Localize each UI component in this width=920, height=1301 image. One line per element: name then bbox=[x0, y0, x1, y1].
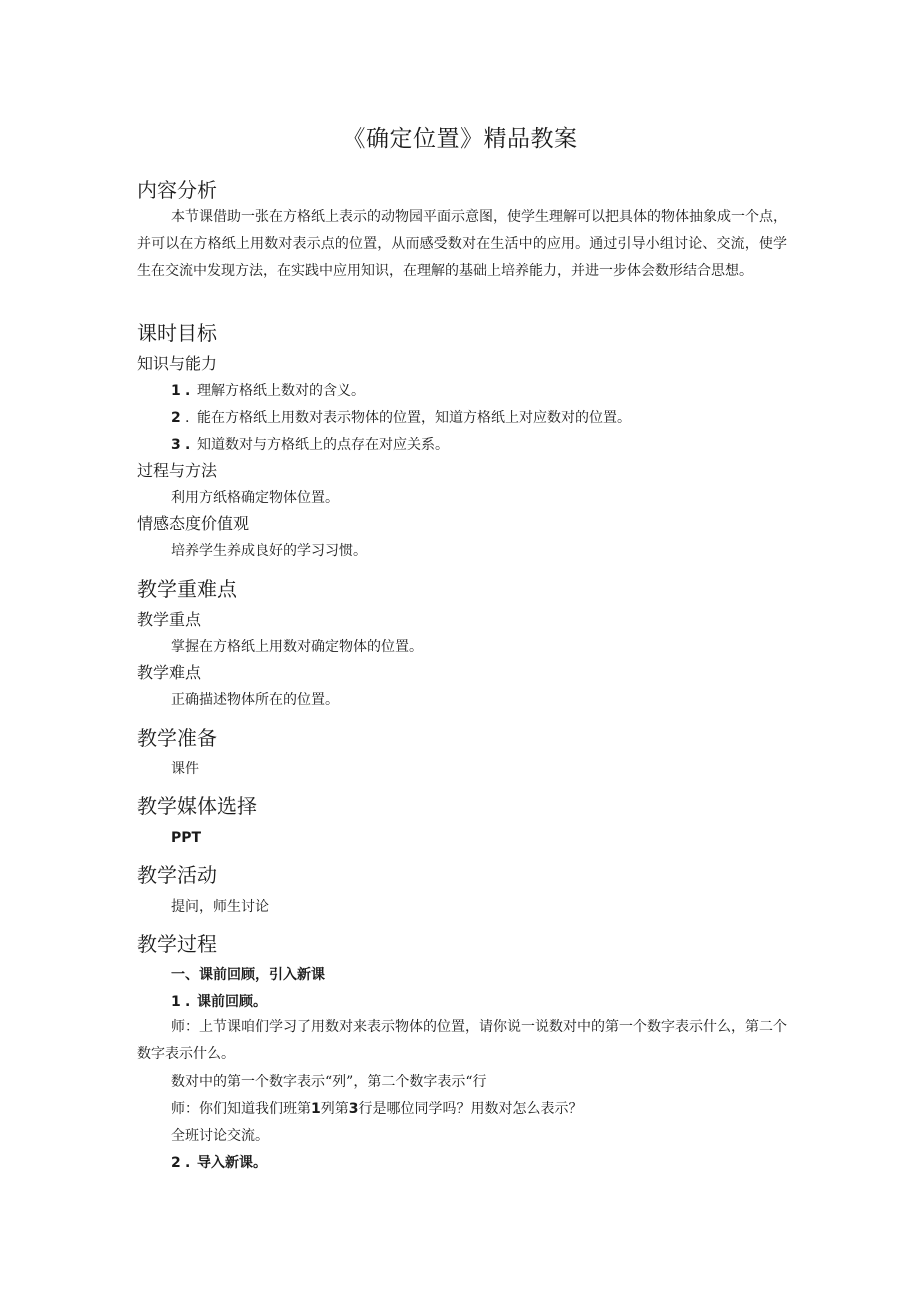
knowledge-item-2: 2 . 能在方格纸上用数对表示物体的位置，知道方格纸上对应数对的位置。 bbox=[171, 410, 631, 426]
item-number: 2 bbox=[171, 410, 181, 426]
heading-objectives: 课时目标 bbox=[137, 321, 217, 345]
document-title: 《确定位置》精品教案 bbox=[342, 126, 578, 152]
item-number: 2 bbox=[171, 1155, 181, 1171]
section-1-title: 一、课前回顾，引入新课 bbox=[171, 967, 325, 983]
heading-teaching-process: 教学过程 bbox=[137, 932, 217, 956]
preparation-text: 课件 bbox=[171, 761, 199, 777]
process-method-text: 利用方纸格确定物体位置。 bbox=[171, 490, 339, 506]
teacher-question-1: 师：上节课咱们学习了用数对来表示物体的位置，请你说一说数对中的第一个数字表示什么，第二个数字表示什么。 bbox=[137, 1019, 787, 1062]
media-text: PPT bbox=[171, 830, 202, 846]
teacher-question-2: 师：你们知道我们班第1列第3行是哪位同学吗？用数对怎么表示？ bbox=[171, 1101, 583, 1117]
heading-activity: 教学活动 bbox=[137, 863, 217, 887]
step-2: 2 . 导入新课。 bbox=[171, 1155, 267, 1171]
item-number: 3 bbox=[171, 437, 181, 453]
item-number: 1 bbox=[171, 383, 181, 399]
item-number: 1 bbox=[171, 994, 181, 1010]
knowledge-item-1: 1 . 理解方格纸上数对的含义。 bbox=[171, 383, 365, 399]
heading-difficulty: 教学难点 bbox=[137, 663, 202, 682]
heading-focus: 教学重点 bbox=[137, 610, 202, 629]
answer-1: 数对中的第一个数字表示“列”，第二个数字表示“行 bbox=[171, 1074, 487, 1090]
heading-content-analysis: 内容分析 bbox=[137, 178, 217, 202]
knowledge-item-3: 3 . 知道数对与方格纸上的点存在对应关系。 bbox=[171, 437, 449, 453]
attitude-text: 培养学生养成良好的学习习惯。 bbox=[171, 543, 367, 559]
heading-preparation: 教学准备 bbox=[137, 726, 217, 750]
step-1: 1 . 课前回顾。 bbox=[171, 994, 267, 1010]
class-discussion: 全班讨论交流。 bbox=[171, 1128, 269, 1144]
heading-media: 教学媒体选择 bbox=[137, 794, 257, 818]
heading-attitude: 情感态度价值观 bbox=[137, 514, 250, 533]
heading-knowledge: 知识与能力 bbox=[137, 354, 218, 373]
focus-text: 掌握在方格纸上用数对确定物体的位置。 bbox=[171, 639, 423, 655]
content-analysis-body: 本节课借助一张在方格纸上表示的动物园平面示意图，使学生理解可以把具体的物体抽象成一个点，并可以在方格纸上用数对表示点的位置，从而感受数对在生活中的应用。通过引导小组讨论、交流，使学生在交流中发现方法，在实践中应用知识，在理解的基础上培养能力，并进一步体会数形结合思想。 bbox=[137, 209, 787, 279]
heading-process-method: 过程与方法 bbox=[137, 461, 218, 480]
difficulty-text: 正确描述物体所在的位置。 bbox=[171, 692, 339, 708]
activity-text: 提问，师生讨论 bbox=[171, 899, 269, 915]
heading-key-points: 教学重难点 bbox=[137, 577, 237, 601]
